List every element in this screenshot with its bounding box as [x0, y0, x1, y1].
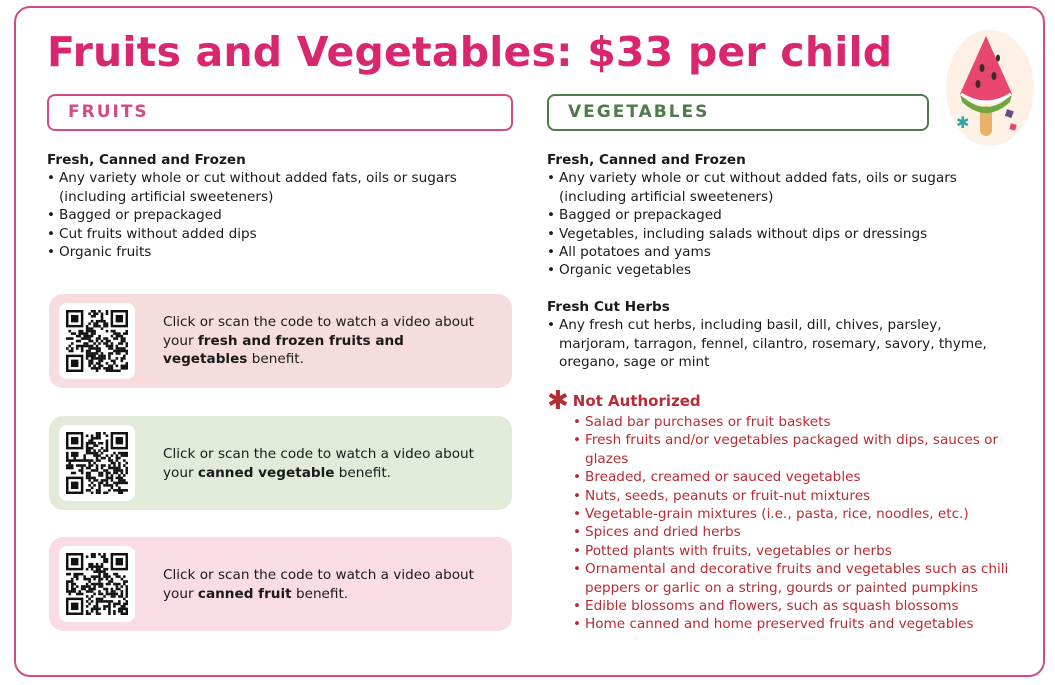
herbs-block [547, 298, 997, 372]
list-item: • Bagged or prepackaged [47, 206, 487, 224]
list-item: • Edible blossoms and flowers, such as squash blossoms [573, 597, 1027, 615]
list-item: • Breaded, creamed or sauced vegetables [573, 468, 1027, 486]
qr-code-tile[interactable] [59, 303, 135, 379]
video-link-canned-fruit[interactable] [49, 537, 512, 631]
not-authorized-heading: Not Authorized [572, 392, 701, 410]
list-item: • Potted plants with fruits, vegetables or herbs [573, 542, 1027, 560]
list-item: • Spices and dried herbs [573, 523, 1027, 541]
fruits-subheading: Fresh, Canned and Frozen [47, 152, 246, 168]
herbs-subheading: Fresh Cut Herbs [547, 299, 670, 315]
video-topic: fresh and frozen fruits and vegetables [163, 332, 404, 368]
page-title: Fruits and Vegetables: $33 per child [47, 28, 893, 76]
video-link-canned-vegetable[interactable] [49, 416, 512, 510]
fruits-list [47, 169, 487, 261]
video-text: Click or scan the code to watch a video about your [163, 314, 474, 349]
list-item: • Nuts, seeds, peanuts or fruit-nut mixtures [573, 487, 1027, 505]
video-text: Click or scan the code to watch a video about your [163, 567, 474, 602]
list-item: • Any fresh cut herbs, including basil, dill, chives, parsley, marjoram, tarragon, fennel, cilantro, rosemary, savory, thyme, oregano, sage or mint [547, 316, 997, 371]
list-item: • Cut fruits without added dips [47, 225, 487, 243]
list-item: • Vegetable-grain mixtures (i.e., pasta, rice, noodles, etc.) [573, 505, 1027, 523]
list-item: • Fresh fruits and/or vegetables packaged with dips, sauces or glazes [573, 431, 1027, 468]
asterisk-icon: ✱ [547, 386, 569, 416]
list-item: • Ornamental and decorative fruits and vegetables such as chili peppers or garlic on a string, gourds or painted pumpkins [573, 560, 1027, 597]
herbs-list [547, 316, 997, 371]
video-topic: canned fruit [197, 585, 292, 602]
list-item: • Any variety whole or cut without added fats, oils or sugars (including artificial sweeteners) [47, 169, 487, 206]
video-description [163, 566, 493, 603]
list-item: • Vegetables, including salads without dips or dressings [547, 225, 997, 243]
list-item: • All potatoes and yams [547, 243, 997, 261]
video-description [163, 313, 493, 369]
video-text-end: benefit. [247, 351, 304, 368]
video-link-fresh-frozen[interactable] [49, 294, 512, 388]
vegetables-list-block [547, 151, 997, 280]
not-authorized-heading-row [547, 386, 1027, 416]
list-item: • Organic vegetables [547, 261, 997, 279]
vegetables-heading: VEGETABLES [547, 94, 929, 131]
list-item: • Any variety whole or cut without added fats, oils or sugars (including artificial sweeteners) [547, 169, 997, 206]
qr-code-icon [66, 310, 128, 372]
not-authorized-block [547, 386, 1027, 634]
list-item: • Bagged or prepackaged [547, 206, 997, 224]
fruits-list-block [47, 151, 487, 261]
list-item: • Home canned and home preserved fruits and vegetables [573, 615, 1027, 633]
video-topic: canned vegetable [197, 464, 335, 481]
fruits-heading: FRUITS [47, 94, 513, 131]
video-text: Click or scan the code to watch a video about your [163, 446, 474, 481]
video-text-end: benefit. [291, 585, 349, 602]
watermelon-popsicle-icon [938, 28, 1034, 150]
list-item: • Organic fruits [47, 243, 487, 261]
qr-code-icon [66, 432, 128, 494]
not-authorized-list [547, 413, 1027, 634]
list-item: • Salad bar purchases or fruit baskets [573, 413, 1027, 431]
video-text-end: benefit. [334, 464, 391, 481]
qr-code-icon [66, 553, 128, 615]
video-description [163, 445, 493, 482]
vegetables-list [547, 169, 997, 279]
vegetables-subheading: Fresh, Canned and Frozen [547, 152, 746, 168]
qr-code-tile[interactable] [59, 425, 135, 501]
qr-code-tile[interactable] [59, 546, 135, 622]
svg-text:✱: ✱ [956, 113, 970, 132]
